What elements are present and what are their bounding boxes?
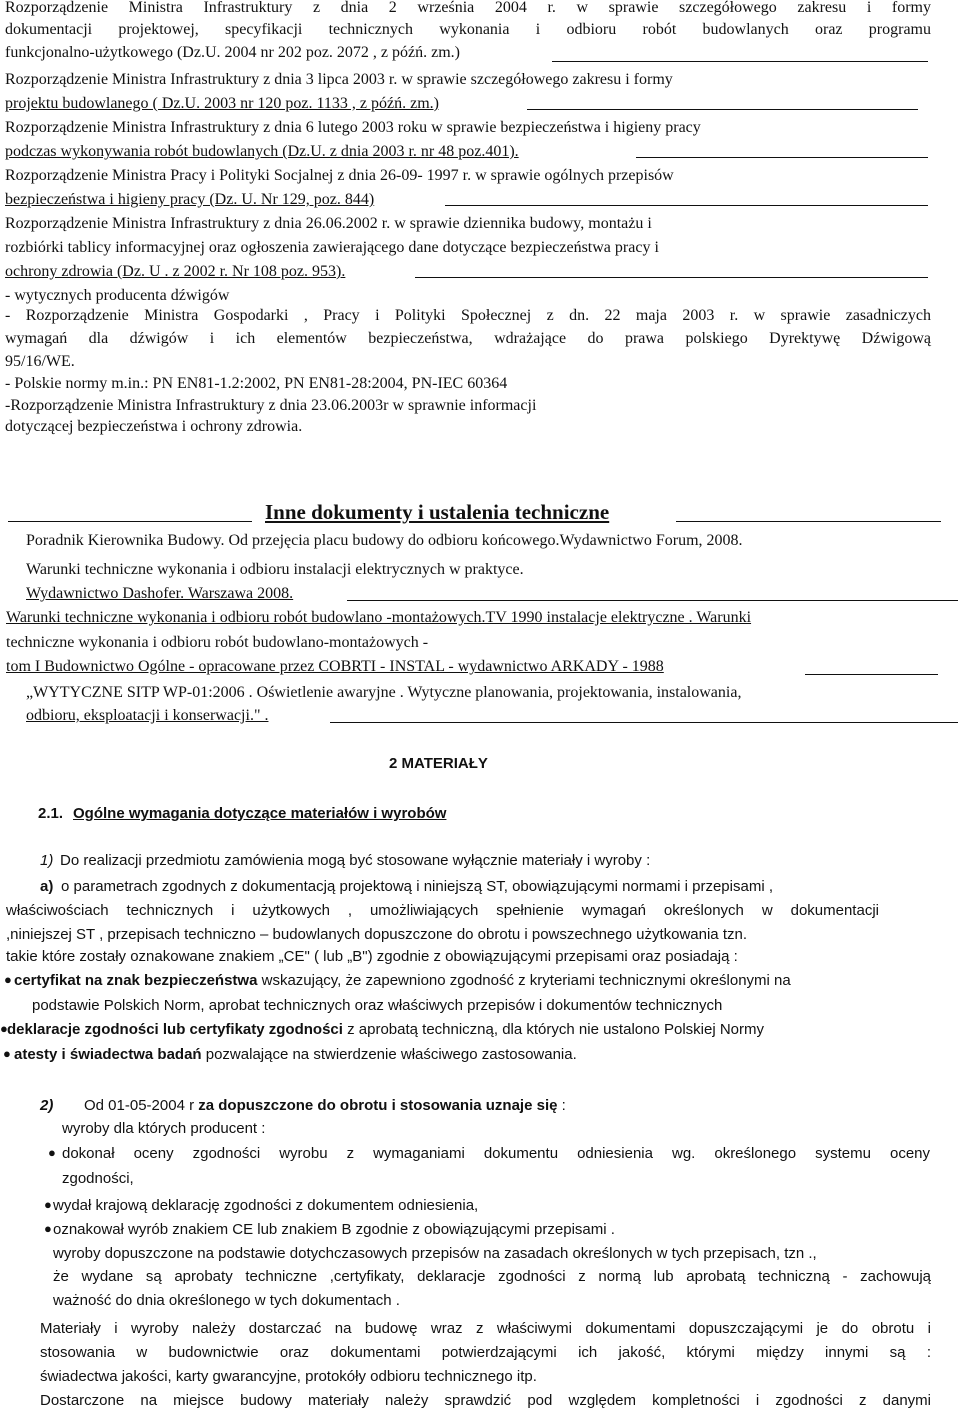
fill-rule xyxy=(636,157,928,158)
section-title: 2 MATERIAŁY xyxy=(389,755,488,772)
paragraph: Dostarczone na miejsce budowy materiały należy sprawdzić pod względem kompletności i zgodności z danymi xyxy=(40,1392,931,1409)
doc-line: Warunki techniczne wykonania i odbioru robót budowlano -montażowych.TV 1990 instalacje elektryczne . Warunki xyxy=(6,609,752,626)
reg-line: wymagań dla dźwigów i ich elementów bezpieczeństwa, wdrażające do prawa polskiego Dyrektywę Dźwigową xyxy=(5,330,931,347)
reg-line: -Rozporządzenie Ministra Infrastruktury z dnia 23.06.2003r w sprawnie informacji xyxy=(5,397,537,414)
fill-rule xyxy=(347,600,958,601)
doc-line: „WYTYCZNE SITP WP-01:2006 . Oświetlenie awaryjne . Wytyczne planowania, projektowania, instalowania, xyxy=(26,684,742,701)
reg-line: bezpieczeństwa i higieny pracy (Dz. U. Nr 129, poz. 844) xyxy=(5,191,375,208)
reg-line: - Polskie normy m.in.: PN EN81-1.2:2002, PN EN81-28:2004, PN-IEC 60364 xyxy=(5,375,508,392)
paragraph: wyroby dla których producent : xyxy=(62,1120,266,1137)
bullet-icon: ● xyxy=(44,1197,52,1212)
bullet-item: wydał krajową deklarację zgodności z dokumentem odniesienia, xyxy=(53,1197,479,1214)
doc-line: Poradnik Kierownika Budowy. Od przejęcia placu budowy do odbioru końcowego.Wydawnictwo Forum, 2008. xyxy=(26,532,743,549)
doc-line: Wydawnictwo Dashofer. Warszawa 2008. xyxy=(26,585,294,602)
fill-rule xyxy=(415,277,928,278)
bullet-item: certyfikat na znak bezpieczeństwa wskazujący, że zapewniono zgodność z kryteriami technicznymi określonymi na xyxy=(14,972,791,989)
section-heading: Inne dokumenty i ustalenia techniczne xyxy=(265,500,610,524)
heading-rule-right xyxy=(676,521,941,522)
fill-rule xyxy=(527,109,918,110)
bullet-icon: ● xyxy=(3,1046,11,1061)
bullet-icon: ● xyxy=(4,972,12,987)
bullet-item: atesty i świadectwa badań pozwalające na stwierdzenie właściwego zastosowania. xyxy=(14,1046,577,1063)
paragraph: Do realizacji przedmiotu zamówienia mogą być stosowane wyłącznie materiały i wyroby : xyxy=(60,852,651,869)
doc-line: tom I Budownictwo Ogólne - opracowane przez COBRTI - INSTAL - wydawnictwo ARKADY - 1988 xyxy=(6,658,664,675)
paragraph: właściwościach technicznych i użytkowych , umożliwiających spełnienie wymagań określonych w dokumentacji xyxy=(6,902,879,919)
reg-line: dotyczącej bezpieczeństwa i ochrony zdrowia. xyxy=(5,418,303,435)
paragraph: Materiały i wyroby należy dostarczać na budowę wraz z właściwymi dokumentami dopuszczającymi je do obrotu i xyxy=(40,1320,931,1337)
reg-line: - wytycznych producenta dźwigów xyxy=(5,287,230,304)
paragraph: takie które zostały oznakowane znakiem „CE" ( lub „B") zgodnie z obowiązującymi przepisami oraz posiadają : xyxy=(6,948,738,965)
item-number: 1) xyxy=(40,852,54,869)
reg-line: funkcjonalno-użytkowego (Dz.U. 2004 nr 202 poz. 2072 , z późń. zm.) xyxy=(5,44,460,61)
bullet-item-cont: zgodności, xyxy=(62,1170,134,1187)
reg-line: Rozporządzenie Ministra Infrastruktury z dnia 2 września 2004 r. w sprawie szczegółowego zakresu i formy xyxy=(5,0,931,16)
fill-rule xyxy=(552,61,928,62)
reg-line: - Rozporządzenie Ministra Gospodarki , Pracy i Polityki Społecznej z dn. 22 maja 2003 r. w sprawie zasadniczych xyxy=(5,307,931,324)
reg-line: rozbiórki tablicy informacyjnej oraz ogłoszenia zawierającego dane dotyczące bezpieczeństwa pracy i xyxy=(5,239,659,256)
fill-rule xyxy=(805,674,938,675)
bullet-item: dokonał oceny zgodności wyrobu z wymaganiami dokumentu odniesienia wg. określonego systemu oceny xyxy=(62,1145,930,1162)
paragraph: że wydane są aprobaty techniczne ,certyfikaty, deklaracje zgodności z normą lub aprobatą techniczną - zachowują xyxy=(53,1268,931,1285)
reg-line: Rozporządzenie Ministra Pracy i Polityki Socjalnej z dnia 26-09- 1997 r. w sprawie ogólnych przepisów xyxy=(5,167,674,184)
bullet-icon: ● xyxy=(0,1021,8,1036)
reg-line: dokumentacji projektowej, specyfikacji technicznych wykonania i odbioru robót budowlanych oraz programu xyxy=(5,21,931,38)
reg-line: Rozporządzenie Ministra Infrastruktury z dnia 26.06.2002 r. w sprawie dziennika budowy, montażu i xyxy=(5,215,652,232)
doc-line: techniczne wykonania i odbioru robót budowlano-montażowych - xyxy=(6,634,429,651)
paragraph: ważność do dnia określonego w tych dokumentach . xyxy=(53,1292,400,1309)
paragraph: świadectwa jakości, karty gwarancyjne, protokóły odbioru technicznego itp. xyxy=(40,1368,537,1385)
doc-line: Warunki techniczne wykonania i odbioru instalacji elektrycznych w praktyce. xyxy=(26,561,524,578)
paragraph: wyroby dopuszczone na podstawie dotychczasowych przepisów na zasadach określonych w tych przepisach, tzn ., xyxy=(53,1245,817,1262)
reg-line: Rozporządzenie Ministra Infrastruktury z dnia 3 lipca 2003 r. w sprawie szczegółowego zakresu i formy xyxy=(5,71,673,88)
paragraph: stosowania w budownictwie oraz dokumentami potwierdzającymi ich jakość, którymi między innymi są : xyxy=(40,1344,931,1361)
paragraph: ,niniejszej ST , przepisach techniczno – budowlanych dopuszczone do obrotu i powszechnego użytkowania tzn. xyxy=(6,926,747,943)
paragraph: Od 01-05-2004 r za dopuszczone do obrotu i stosowania uznaje się : xyxy=(84,1097,566,1114)
bullet-icon: ● xyxy=(48,1145,56,1160)
bullet-icon: ● xyxy=(44,1221,52,1236)
subsection-number: 2.1. xyxy=(38,805,64,822)
reg-line: projektu budowlanego ( Dz.U. 2003 nr 120 poz. 1133 , z późń. zm.) xyxy=(5,95,439,112)
paragraph: o parametrach zgodnych z dokumentacją projektową i niniejszą ST, obowiązującymi normami i przepisami , xyxy=(61,878,773,895)
doc-line: odbioru, eksploatacji i konserwacji." . xyxy=(26,707,269,724)
heading-rule-left xyxy=(8,521,252,522)
reg-line: podczas wykonywania robót budowlanych (Dz.U. z dnia 2003 r. nr 48 poz.401). xyxy=(5,143,519,160)
bullet-item-cont: podstawie Polskich Norm, aprobat technicznych oraz właściwych przepisów i dokumentów technicznych xyxy=(32,997,723,1014)
item-number: 2) xyxy=(40,1097,54,1114)
fill-rule xyxy=(445,205,928,206)
reg-line: ochrony zdrowia (Dz. U . z 2002 r. Nr 108 poz. 953). xyxy=(5,263,346,280)
bullet-item: deklaracje zgodności lub certyfikaty zgodności z aprobatą techniczną, dla których nie ustalono Polskiej Normy xyxy=(7,1021,764,1038)
item-letter: a) xyxy=(40,878,54,895)
bullet-item: oznakował wyrób znakiem CE lub znakiem B zgodnie z obowiązującymi przepisami . xyxy=(53,1221,615,1238)
reg-line: Rozporządzenie Ministra Infrastruktury z dnia 6 lutego 2003 roku w sprawie bezpieczeństwa i higieny pracy xyxy=(5,119,701,136)
fill-rule xyxy=(330,722,958,723)
reg-line: 95/16/WE. xyxy=(5,353,75,370)
subsection-title: Ogólne wymagania dotyczące materiałów i wyrobów xyxy=(73,805,447,822)
